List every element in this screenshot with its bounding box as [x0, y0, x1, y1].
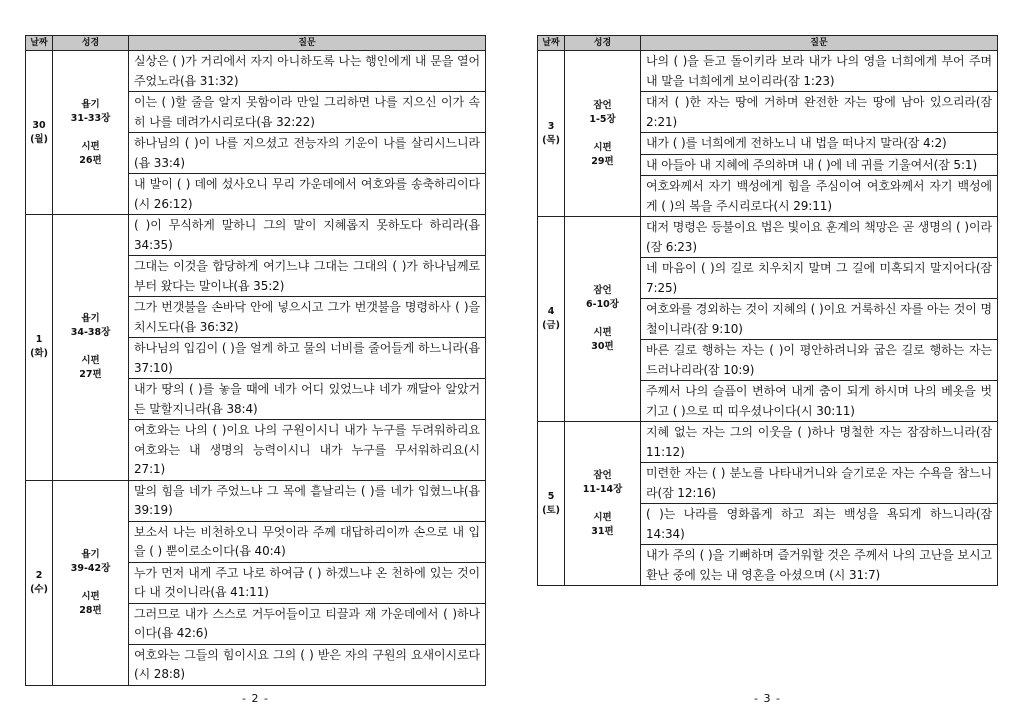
question-cell: 지혜 없는 자는 그의 이웃을 ( )하나 명철한 자는 잠잠하느니라(잠 11:12)	[641, 422, 998, 463]
chapter-range: 39-42장	[70, 562, 111, 574]
book-name: 시편	[593, 327, 612, 338]
question-cell: 내 발이 ( ) 데에 섰사오니 무리 가운데에서 여호와를 송축하리이다(시 26:12)	[129, 174, 486, 215]
question-cell: 말의 힘을 네가 주었느냐 그 목에 흩날리는 ( )를 네가 입혔느냐(욥 39:19)	[129, 480, 486, 521]
question-cell: 이는 ( )할 줄을 알지 못함이라 만일 그리하면 나를 지으신 이가 속히 나를 데려가시리로다(욥 32:22)	[129, 92, 486, 133]
day-number: 2	[35, 569, 43, 581]
question-cell: 대저 명령은 등불이요 법은 빛이요 훈계의 책망은 곧 생명의 ( )이라(잠 6:23)	[641, 217, 998, 258]
table-header	[538, 36, 998, 51]
question-cell: 여호와는 그들의 힘이시요 그의 ( ) 받은 자의 구원의 요새이시로다(시 28:8)	[129, 644, 486, 685]
chapter-range: 27편	[79, 369, 102, 381]
question-cell: 내가 주의 ( )을 기뻐하며 즐거워할 것은 주께서 나의 고난을 보시고 환난 중에 있는 내 영혼을 아셨으며 (시 31:7)	[641, 545, 998, 586]
day-number: 3	[547, 120, 555, 132]
header-bible: 성경	[53, 36, 129, 51]
question-cell: 내가 ( )를 너희에게 전하노니 내 법을 떠나지 말라(잠 4:2)	[641, 133, 998, 155]
schedule-table-right	[537, 35, 998, 586]
book-name: 잠언	[593, 99, 612, 111]
question-cell: 네 마음이 ( )의 길로 치우치지 말며 그 길에 미혹되지 말지어다(잠 7:25)	[641, 258, 998, 299]
day-number: 5	[547, 490, 555, 502]
weekday: (화)	[30, 348, 48, 360]
question-cell: 내 아들아 내 지혜에 주의하며 내 ( )에 네 귀를 기울여서(잠 5:1)	[641, 154, 998, 176]
chapter-range: 1-5장	[589, 113, 616, 125]
date-cell	[26, 480, 53, 685]
bible-cell	[565, 217, 641, 422]
chapter-range: 30편	[591, 341, 614, 352]
chapter-range: 11-14장	[582, 483, 623, 495]
chapter-range: 6-10장	[586, 299, 619, 310]
book-name: 잠언	[593, 285, 612, 296]
question-cell: 그러므로 내가 스스로 거두어들이고 티끌과 재 가운데에서 ( )하나이다(욥 42:6)	[129, 603, 486, 644]
question-cell: 하나님의 ( )이 나를 지으셨고 전능자의 기운이 나를 살리시느니라(욥 33:4)	[129, 133, 486, 174]
header-question: 질문	[641, 36, 998, 51]
chapter-range: 28편	[79, 604, 102, 616]
question-cell: 그가 번갯불을 손바닥 안에 넣으시고 그가 번갯불을 명령하사 ( )을 치시도다(욥 36:32)	[129, 297, 486, 338]
day-number: 1	[35, 334, 43, 346]
table-row	[26, 480, 486, 521]
question-cell: 바른 길로 행하는 자는 ( )이 평안하려니와 굽은 길로 행하는 자는 드러나리라(잠 10:9)	[641, 340, 998, 381]
left-page	[25, 35, 486, 686]
question-cell: 여호와를 경외하는 것이 지혜의 ( )이요 거룩하신 자를 아는 것이 명철이니라(잠 9:10)	[641, 299, 998, 340]
table-header	[26, 36, 486, 51]
day-number: 30	[32, 119, 46, 131]
page-number-right: - 3 -	[754, 692, 781, 705]
question-cell: 누가 먼저 내게 주고 나로 하여금 ( ) 하겠느냐 온 천하에 있는 것이 다 내 것이니라(욥 41:11)	[129, 562, 486, 603]
question-cell: 대저 ( )한 자는 땅에 거하며 완전한 자는 땅에 남아 있으리라(잠 2:21)	[641, 92, 998, 133]
day-number: 4	[547, 306, 555, 317]
chapter-range: 29편	[591, 155, 614, 167]
question-cell: ( )이 무식하게 말하니 그의 말이 지혜롭지 못하도다 하리라(욥 34:35)	[129, 215, 486, 256]
date-cell	[538, 217, 565, 422]
date-cell	[26, 215, 53, 481]
weekday: (월)	[30, 133, 48, 145]
weekday: (금)	[542, 320, 560, 331]
question-cell: 하나님의 입김이 ( )을 얼게 하고 물의 너비를 줄어들게 하느니라(욥 37:10)	[129, 338, 486, 379]
header-bible: 성경	[565, 36, 641, 51]
chapter-range: 31편	[591, 525, 614, 537]
question-cell: 내가 땅의 ( )를 놓을 때에 네가 어디 있었느냐 네가 깨달아 알았거든 말할지니라(욥 38:4)	[129, 379, 486, 420]
bible-cell	[53, 51, 129, 215]
date-cell	[538, 51, 565, 217]
bible-cell	[565, 422, 641, 586]
date-cell	[26, 51, 53, 215]
book-name: 욥기	[81, 313, 100, 325]
question-cell: 여호와께서 자기 백성에게 힘을 주심이여 여호와께서 자기 백성에게 ( )의 복을 주시리로다(시 29:11)	[641, 176, 998, 217]
bible-cell	[53, 480, 129, 685]
question-cell: 미련한 자는 ( ) 분노를 나타내거니와 슬기로운 자는 수욕을 참느니라(잠 12:16)	[641, 463, 998, 504]
date-cell	[538, 422, 565, 586]
table-row	[538, 51, 998, 92]
book-name: 시편	[593, 511, 612, 523]
right-page	[537, 35, 998, 586]
header-date: 날짜	[26, 36, 53, 51]
question-cell: 여호와는 나의 ( )이요 나의 구원이시니 내가 누구를 두려워하리요 여호와는 내 생명의 능력이시니 내가 누구를 무서워하리요(시 27:1)	[129, 420, 486, 481]
question-cell: 나의 ( )을 듣고 돌이키라 보라 내가 나의 영을 너희에게 부어 주며 내 말을 너희에게 보이리라(잠 1:23)	[641, 51, 998, 92]
weekday: (목)	[542, 134, 560, 146]
table-row	[26, 51, 486, 92]
bible-cell	[53, 215, 129, 481]
book-name: 시편	[81, 590, 100, 602]
page-number-left: - 2 -	[242, 692, 269, 705]
table-row	[538, 422, 998, 463]
question-cell: ( )는 나라를 영화롭게 하고 죄는 백성을 욕되게 하느니라(잠 14:34)	[641, 504, 998, 545]
schedule-table-left	[25, 35, 486, 686]
question-cell: 주께서 나의 슬픔이 변하여 내게 춤이 되게 하시며 나의 베옷을 벗기고 ( )으로 띠 띠우셨나이다(시 30:11)	[641, 381, 998, 422]
weekday: (토)	[542, 504, 560, 516]
chapter-range: 26편	[79, 154, 102, 166]
chapter-range: 31-33장	[70, 112, 111, 124]
table-row	[538, 217, 998, 258]
question-cell: 보소서 나는 비천하오니 무엇이라 주께 대답하리이까 손으로 내 입을 ( ) 뿐이로소이다(욥 40:4)	[129, 521, 486, 562]
bible-cell	[565, 51, 641, 217]
book-name: 시편	[81, 140, 100, 152]
weekday: (수)	[30, 583, 48, 595]
book-name: 욥기	[81, 548, 100, 560]
book-name: 시편	[81, 355, 100, 367]
question-cell: 실상은 ( )가 거리에서 자지 아니하도록 나는 행인에게 내 문을 열어 주었노라(욥 31:32)	[129, 51, 486, 92]
book-name: 잠언	[593, 469, 612, 481]
chapter-range: 34-38장	[70, 327, 111, 339]
header-date: 날짜	[538, 36, 565, 51]
header-question: 질문	[129, 36, 486, 51]
book-name: 욥기	[81, 98, 100, 110]
table-row	[26, 215, 486, 256]
question-cell: 그대는 이것을 합당하게 여기느냐 그대는 그대의 ( )가 하나님께로부터 왔다는 말이냐(욥 35:2)	[129, 256, 486, 297]
book-name: 시편	[593, 141, 612, 153]
